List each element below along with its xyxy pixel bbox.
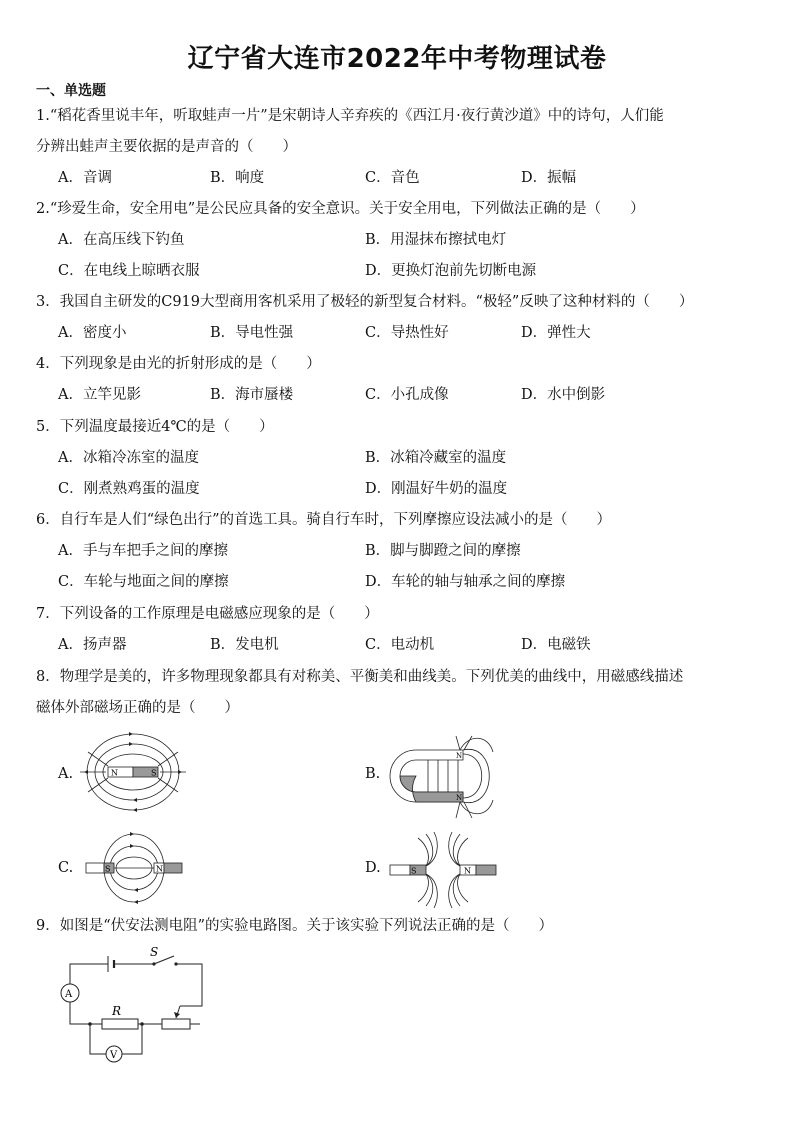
q8-option-a: A. (58, 766, 74, 782)
q5-option-a: A．冰箱冷冻室的温度 (58, 450, 199, 466)
q2-option-b: B．用湿抹布擦拭电灯 (365, 232, 507, 248)
q7-option-d: D．电磁铁 (521, 637, 591, 653)
section-heading: 一、单选题 (36, 83, 106, 99)
q3-line1: 3．我国自主研发的C919大型商用客机采用了极轻的新型复合材料。“极轻”反映了这种材料的（ ） (36, 294, 694, 310)
figure-circuit-diagram (50, 944, 210, 1069)
figure-c-two-magnets (84, 830, 184, 906)
q6-option-a: A．手与车把手之间的摩擦 (58, 543, 228, 559)
fig-c-s-label: S (105, 864, 111, 874)
q8-line2: 磁体外部磁场正确的是（ ） (36, 700, 239, 716)
q7-option-b: B．发电机 (210, 637, 279, 653)
fig-a-n-label: N (111, 768, 118, 778)
q4-line1: 4．下列现象是由光的折射形成的是（ ） (36, 356, 321, 372)
figure-a-bar-magnet (78, 732, 188, 818)
q7-option-a: A．扬声器 (58, 637, 127, 653)
q8-option-b: B. (365, 766, 381, 782)
q2-line1: 2.“珍爱生命，安全用电”是公民应具备的安全意识。关于安全用电，下列做法正确的是（ ） (36, 201, 645, 217)
q1-option-c: C．音色 (365, 170, 420, 186)
q6-option-c: C．车轮与地面之间的摩擦 (58, 574, 229, 590)
fig-d-n-label: N (464, 866, 471, 876)
circuit-switch-label: S (150, 945, 159, 959)
q7-line1: 7．下列设备的工作原理是电磁感应现象的是（ ） (36, 606, 379, 622)
q1-option-d: D．振幅 (521, 170, 577, 186)
q3-option-d: D．弹性大 (521, 325, 591, 341)
fig-d-s-label: S (411, 866, 417, 876)
q2-option-a: A．在高压线下钓鱼 (58, 232, 185, 248)
circuit-ammeter-label: A (65, 989, 73, 1000)
q5-line1: 5．下列温度最接近4℃的是（ ） (36, 419, 274, 435)
figure-b-horseshoe-magnet (388, 732, 498, 822)
q3-option-a: A．密度小 (58, 325, 127, 341)
fig-b-n2-label: N (456, 794, 463, 802)
circuit-resistor-label: R (112, 1004, 122, 1018)
q9-line1: 9．如图是“伏安法测电阻”的实验电路图。关于该实验下列说法正确的是（ ） (36, 918, 554, 934)
q5-option-b: B．冰箱冷藏室的温度 (365, 450, 507, 466)
fig-b-n-label: N (456, 752, 463, 760)
q1-line2: 分辨出蛙声主要依据的是声音的（ ） (36, 139, 297, 155)
q1-option-b: B．响度 (210, 170, 265, 186)
q1-option-a: A．音调 (58, 170, 112, 186)
q3-option-c: C．导热性好 (365, 325, 449, 341)
q5-option-c: C．刚煮熟鸡蛋的温度 (58, 481, 200, 497)
figure-d-two-magnets (388, 830, 498, 910)
fig-a-s-label: S (151, 768, 157, 778)
q4-option-b: B．海市蜃楼 (210, 387, 294, 403)
q8-line1: 8．物理学是美的，许多物理现象都具有对称美、平衡美和曲线美。下列优美的曲线中，用磁感线描述 (36, 669, 684, 685)
q5-option-d: D．刚温好牛奶的温度 (365, 481, 508, 497)
q1-line1: 1.“稻花香里说丰年，听取蛙声一片”是宋朝诗人辛弃疾的《西江月·夜行黄沙道》中的诗句，人们能 (36, 108, 664, 124)
page-title: 辽宁省大连市2022年中考物理试卷 (187, 44, 607, 74)
q2-option-d: D．更换灯泡前先切断电源 (365, 263, 537, 279)
circuit-voltmeter-label: V (110, 1050, 118, 1061)
q4-option-a: A．立竿见影 (58, 387, 141, 403)
fig-c-n-label: N (156, 864, 163, 874)
q2-option-c: C．在电线上晾晒衣服 (58, 263, 200, 279)
q6-line1: 6．自行车是人们“绿色出行”的首选工具。骑自行车时，下列摩擦应设法减小的是（ ） (36, 512, 612, 528)
q7-option-c: C．电动机 (365, 637, 435, 653)
q4-option-d: D．水中倒影 (521, 387, 606, 403)
q3-option-b: B．导电性强 (210, 325, 294, 341)
q6-option-d: D．车轮的轴与轴承之间的摩擦 (365, 574, 566, 590)
q8-option-c: C. (58, 860, 74, 876)
q6-option-b: B．脚与脚蹬之间的摩擦 (365, 543, 521, 559)
q8-option-d: D. (365, 860, 381, 876)
q4-option-c: C．小孔成像 (365, 387, 449, 403)
